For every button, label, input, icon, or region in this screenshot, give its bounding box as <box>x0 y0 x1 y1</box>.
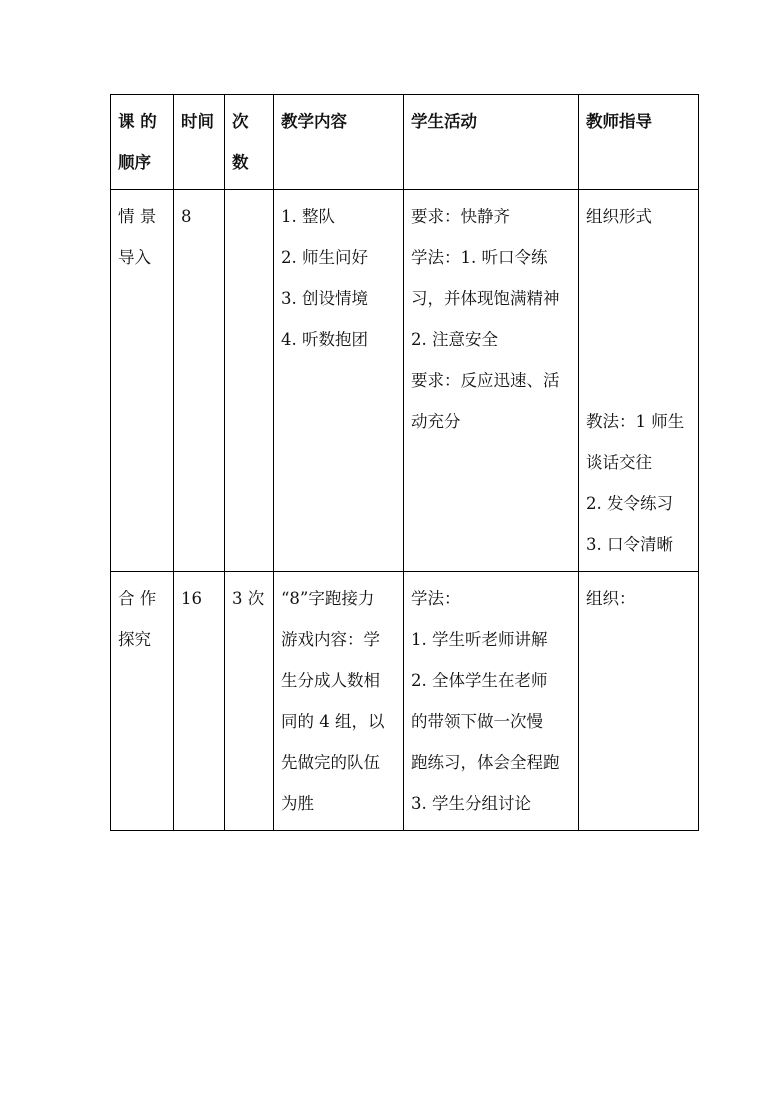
cell-teacher-guidance: 组织形式 教法：1 师生 谈话交往 2. 发令练习 3. 口令清晰 <box>579 190 699 572</box>
table-row <box>111 190 699 572</box>
header-teacher-guidance: 教师指导 <box>579 95 699 190</box>
cell-time: 16 <box>174 572 225 831</box>
header-time: 时间 <box>174 95 225 190</box>
cell-count <box>225 190 274 572</box>
cell-count: 3 次 <box>225 572 274 831</box>
table-row <box>111 572 699 831</box>
header-student-activity: 学生活动 <box>404 95 579 190</box>
cell-student-activity: 要求：快静齐 学法：1. 听口令练 习，并体现饱满精神 2. 注意安全 要求：反应迅速、活 动充分 <box>404 190 579 572</box>
cell-order: 合 作 探究 <box>111 572 174 831</box>
header-content: 教学内容 <box>274 95 404 190</box>
header-order: 课 的 顺序 <box>111 95 174 190</box>
cell-content: 1. 整队 2. 师生问好 3. 创设情境 4. 听数抱团 <box>274 190 404 572</box>
cell-time: 8 <box>174 190 225 572</box>
cell-student-activity: 学法： 1. 学生听老师讲解 2. 全体学生在老师 的带领下做一次慢 跑练习，体会全程跑 3. 学生分组讨论 <box>404 572 579 831</box>
header-count: 次 数 <box>225 95 274 190</box>
lesson-plan-table <box>110 94 699 831</box>
cell-content: “8”字跑接力 游戏内容：学 生分成人数相 同的 4 组，以 先做完的队伍 为胜 <box>274 572 404 831</box>
table-header-row <box>111 95 699 190</box>
cell-order: 情 景 导入 <box>111 190 174 572</box>
cell-teacher-guidance: 组织： <box>579 572 699 831</box>
